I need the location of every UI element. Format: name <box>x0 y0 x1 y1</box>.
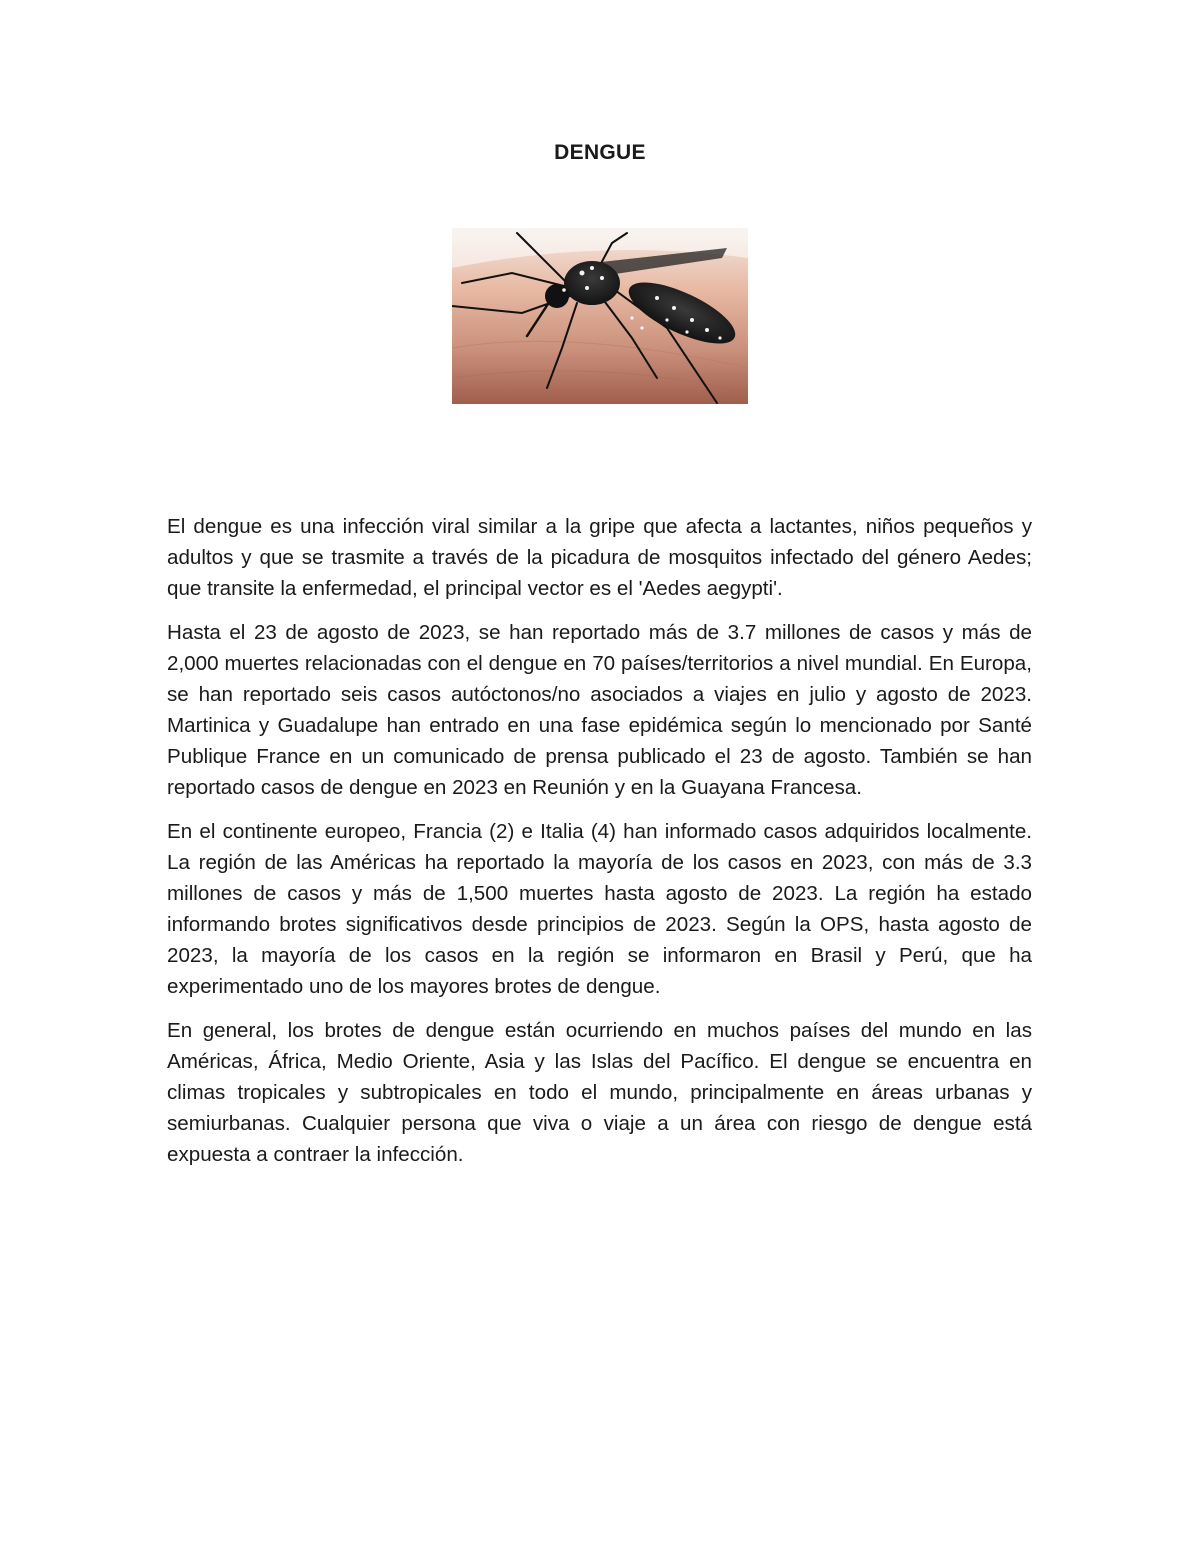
document-body <box>167 511 1032 1183</box>
paragraph-definition: El dengue es una infección viral similar a la gripe que afecta a lactantes, niños pequeños y adultos y que se trasmite a través de la picadura de mosquitos infectado del género Aedes; que transite la enfermedad, el principal vector es el 'Aedes aegypti'. <box>167 515 1032 600</box>
paragraph-risk-areas: En general, los brotes de dengue están ocurriendo en muchos países del mundo en las Américas, África, Medio Oriente, Asia y las Islas del Pacífico. El dengue se encuentra en climas tropicales y subtropicales en todo el mundo, principalmente en áreas urbanas y semiurbanas. Cualquier persona que viva o viaje a un área con riesgo de dengue está expuesta a contraer la infección. <box>167 1019 1032 1166</box>
document-title: DENGUE <box>554 141 646 164</box>
paragraph-regional-cases: En el continente europeo, Francia (2) e Italia (4) han informado casos adquiridos localmente. La región de las Américas ha reportado la mayoría de los casos en 2023, con más de 3.3 millones de casos y más de 1,500 muertes hasta agosto de 2023. La región ha estado informando brotes significativos desde principios de 2023. Según la OPS, hasta agosto de 2023, la mayoría de los casos en la región se informaron en Brasil y Perú, que ha experimentado uno de los mayores brotes de dengue. <box>167 820 1032 998</box>
mosquito-photo <box>452 228 748 404</box>
paragraph-global-cases: Hasta el 23 de agosto de 2023, se han reportado más de 3.7 millones de casos y más de 2,000 muertes relacionadas con el dengue en 70 países/territorios a nivel mundial. En Europa, se han reportado seis casos autóctonos/no asociados a viajes en julio y agosto de 2023. Martinica y Guadalupe han entrado en una fase epidémica según lo mencionado por Santé Publique France en un comunicado de prensa publicado el 23 de agosto. También se han reportado casos de dengue en 2023 en Reunión y en la Guayana Francesa. <box>167 621 1032 799</box>
